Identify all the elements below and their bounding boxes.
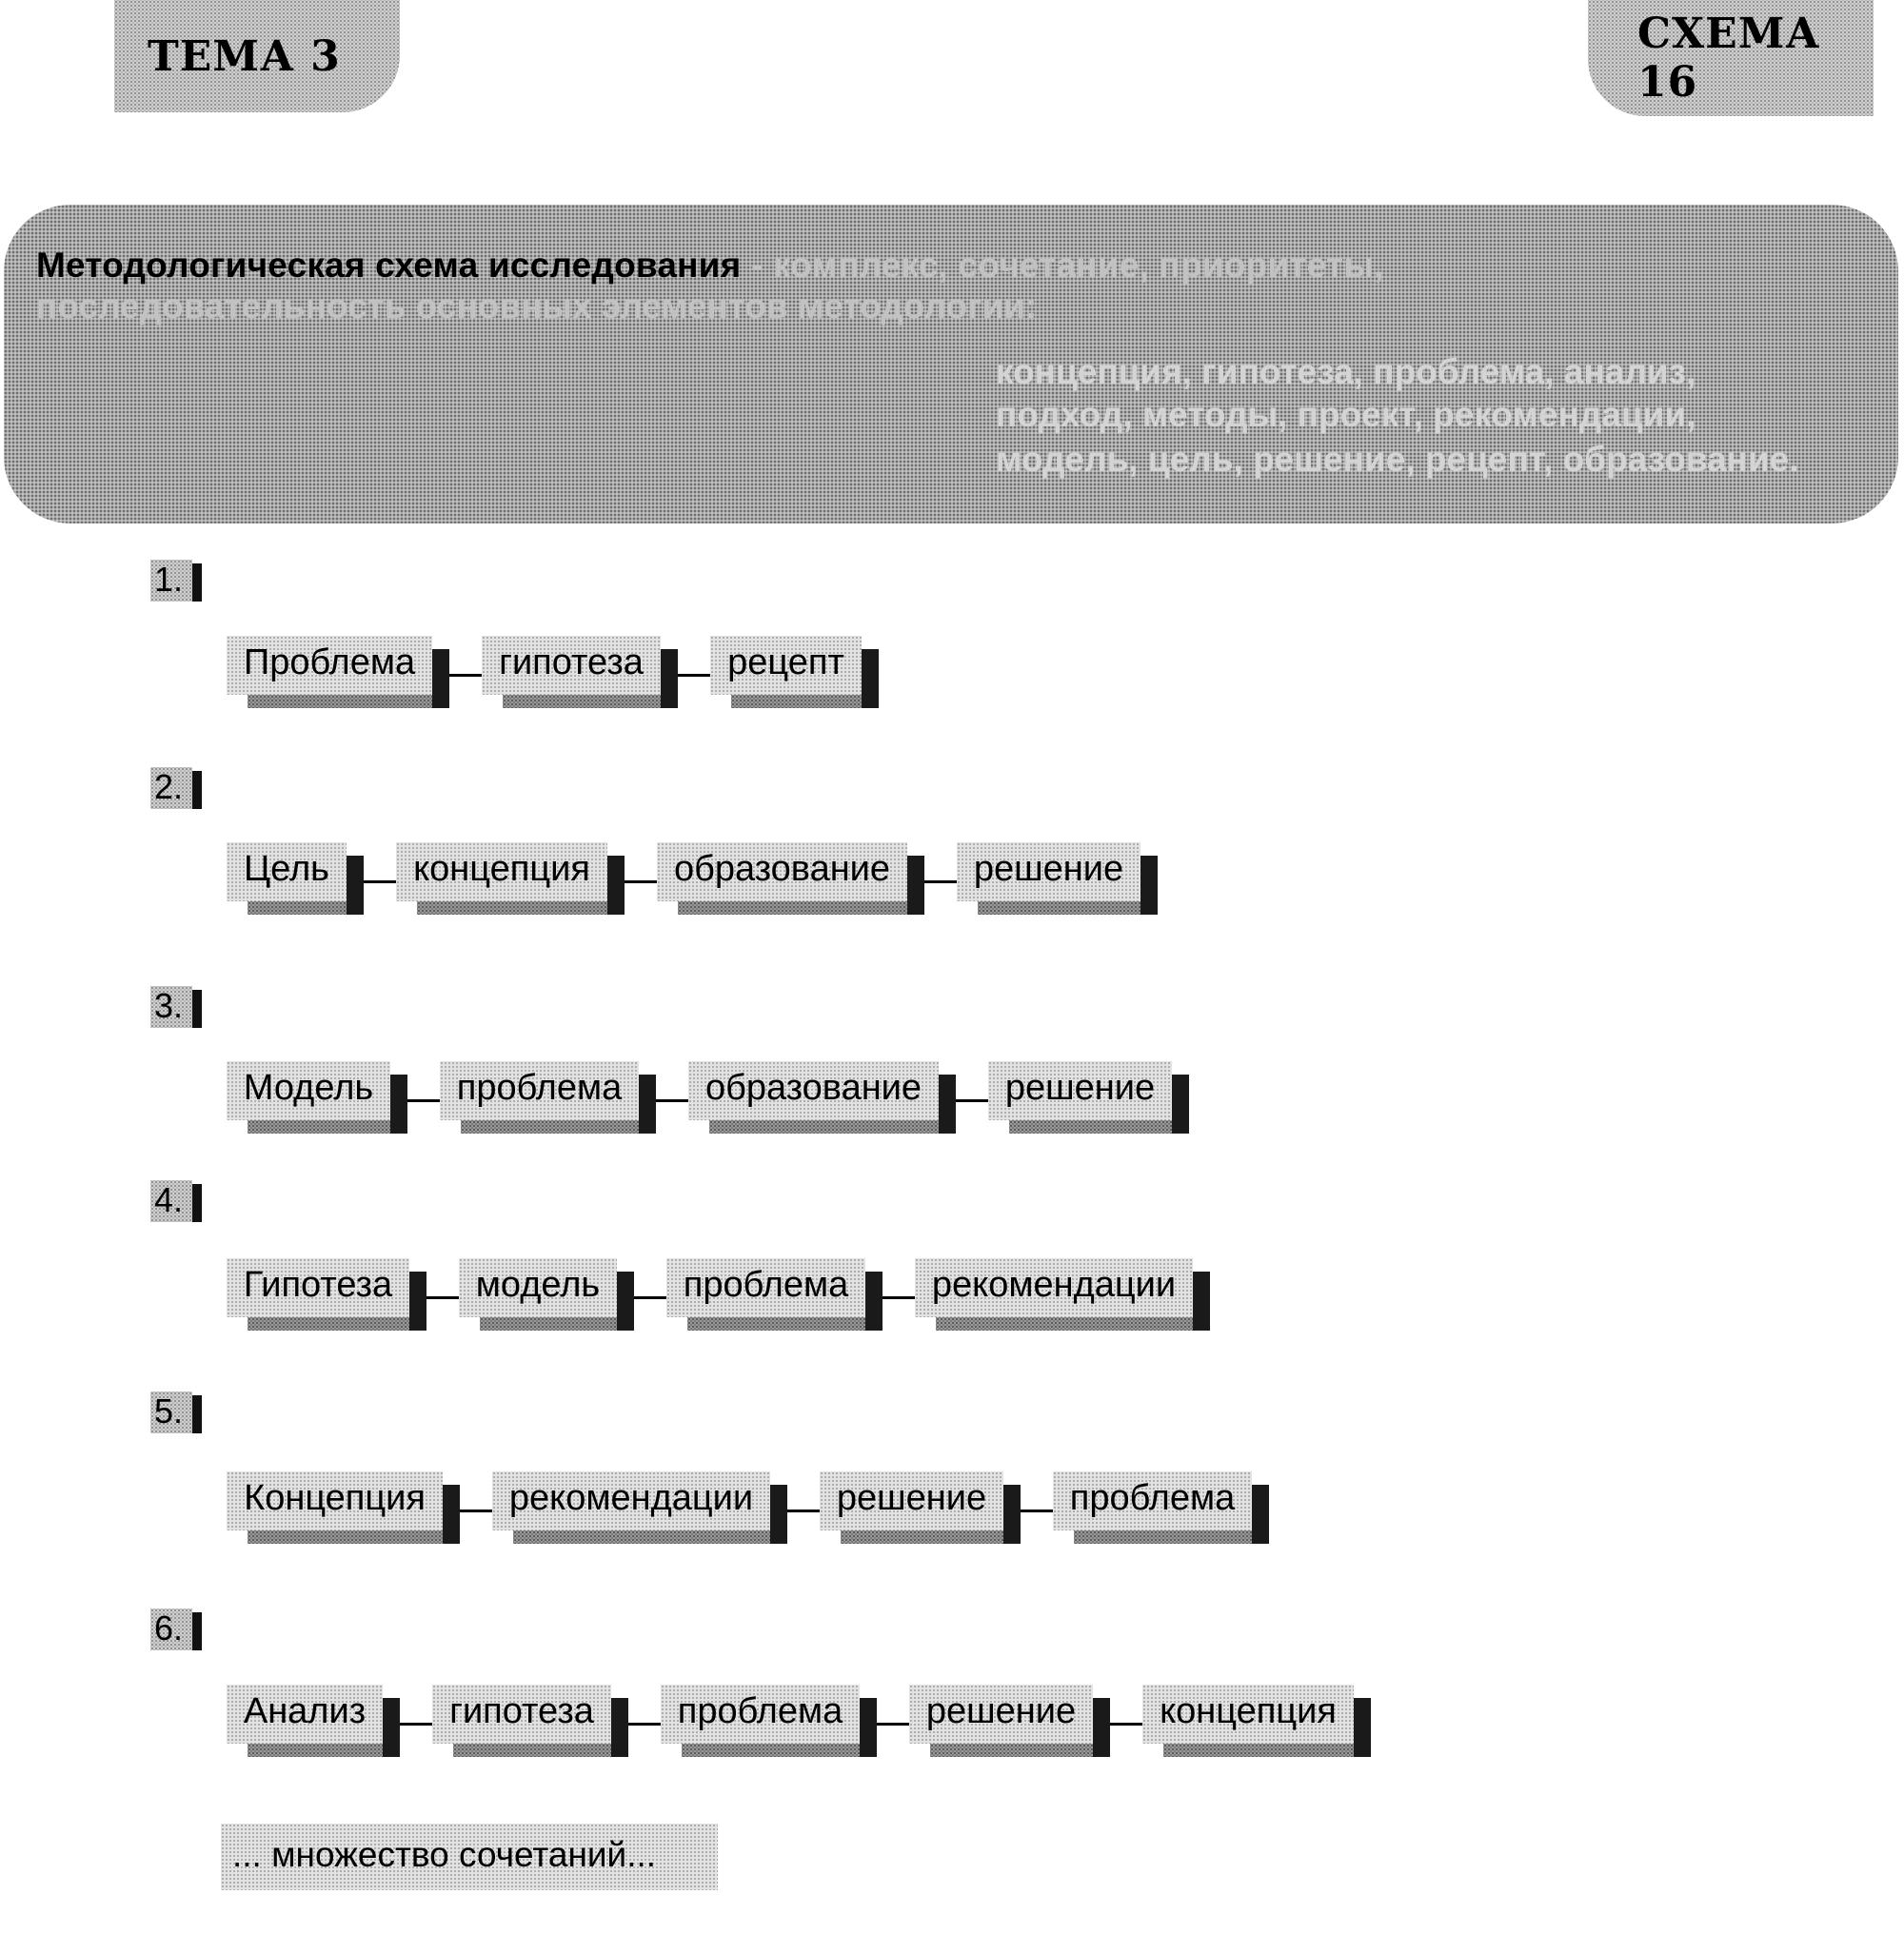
node-label: образование: [704, 1068, 922, 1108]
node-connector: [400, 1723, 432, 1726]
node-connector: [956, 1099, 988, 1102]
scheme-number-bar: [192, 1395, 202, 1433]
node-edge: [432, 649, 449, 708]
node-edge: [865, 1272, 883, 1331]
node-label: концепция: [1160, 1691, 1337, 1731]
node-connector: [787, 1510, 820, 1512]
scheme-number-label: 1.: [154, 560, 184, 599]
scheme-node: [492, 1471, 770, 1530]
node-edge: [1093, 1698, 1110, 1757]
scheme-number: [150, 1180, 202, 1222]
definition-term: Методологическая схема исследования: [36, 246, 742, 285]
scheme-number: [150, 986, 202, 1028]
definition-line-1: [36, 246, 1384, 286]
node-edge: [939, 1075, 956, 1134]
node-connector: [678, 674, 710, 677]
scheme-node: [657, 842, 907, 901]
node-connector: [883, 1296, 915, 1299]
scheme-number-bar: [192, 771, 202, 809]
scheme-node: [440, 1061, 639, 1120]
scheme-node: [688, 1061, 939, 1120]
node-edge: [1193, 1272, 1210, 1331]
scheme-number-label: 3.: [154, 986, 184, 1025]
scheme-node: [227, 842, 347, 901]
node-edge: [611, 1698, 628, 1757]
definition-line-2: последовательность основных элементов методологии:: [36, 286, 1038, 326]
node-edge: [1003, 1485, 1021, 1544]
scheme-tag: [1588, 0, 1874, 116]
elements-line-3: модель, цель, решение, рецепт, образование.: [996, 440, 1799, 479]
scheme-node: [661, 1685, 860, 1744]
topic-tag: [114, 0, 400, 112]
scheme-number: [150, 767, 202, 809]
node-connector: [407, 1099, 440, 1102]
scheme-node: [820, 1471, 1003, 1530]
node-label: рекомендации: [931, 1265, 1177, 1305]
scheme-node: [915, 1258, 1193, 1317]
node-edge: [347, 856, 364, 915]
scheme-tag-label: СХЕМА 16: [1637, 10, 1821, 107]
scheme-number-bar: [192, 1612, 202, 1650]
node-edge: [1140, 856, 1158, 915]
topic-tag-label: ТЕМА 3: [148, 31, 341, 81]
node-label: образование: [673, 849, 891, 889]
node-edge: [1354, 1698, 1371, 1757]
scheme-node: [666, 1258, 865, 1317]
node-edge: [639, 1075, 656, 1134]
scheme-node: [1053, 1471, 1252, 1530]
scheme-number-label: 6.: [154, 1608, 184, 1648]
node-connector: [426, 1296, 459, 1299]
scheme-node: [710, 636, 862, 695]
scheme-node: [909, 1685, 1093, 1744]
node-edge: [1252, 1485, 1269, 1544]
node-edge: [390, 1075, 407, 1134]
scheme-node: [227, 1685, 383, 1744]
node-label: проблема: [1069, 1478, 1236, 1518]
scheme-number-bar: [192, 563, 202, 602]
node-connector: [634, 1296, 666, 1299]
footer-note: ... множество сочетаний...: [221, 1824, 718, 1890]
node-edge: [770, 1485, 787, 1544]
node-connector: [1110, 1723, 1142, 1726]
elements-line-1: концепция, гипотеза, проблема, анализ,: [996, 352, 1696, 391]
node-label: проблема: [456, 1068, 623, 1108]
node-label: рецепт: [727, 642, 844, 682]
node-label: гипотеза: [499, 642, 644, 682]
node-label: Цель: [244, 849, 329, 889]
node-label: Проблема: [243, 642, 416, 682]
node-label: модель: [475, 1265, 601, 1305]
node-connector: [628, 1723, 661, 1726]
scheme-node: [227, 1258, 409, 1317]
scheme-node: [459, 1258, 617, 1317]
node-label: Концепция: [244, 1478, 426, 1518]
node-connector: [656, 1099, 688, 1102]
scheme-node: [227, 1471, 443, 1530]
scheme-number-label: 2.: [154, 767, 184, 806]
node-label: Гипотеза: [243, 1265, 393, 1305]
node-label: гипотеза: [449, 1691, 594, 1731]
scheme-node: [482, 636, 661, 695]
scheme-node: [227, 636, 432, 695]
node-connector: [449, 674, 482, 677]
node-edge: [907, 856, 924, 915]
node-label: решение: [1004, 1068, 1156, 1108]
node-label: рекомендации: [508, 1478, 754, 1518]
node-edge: [607, 856, 625, 915]
node-label: решение: [925, 1691, 1077, 1731]
node-connector: [364, 880, 396, 883]
node-edge: [617, 1272, 634, 1331]
node-label: Анализ: [243, 1691, 367, 1731]
node-edge: [661, 649, 678, 708]
scheme-node: [1142, 1685, 1354, 1744]
scheme-node: [432, 1685, 611, 1744]
node-label: проблема: [677, 1691, 843, 1731]
node-edge: [409, 1272, 426, 1331]
scheme-node: [396, 842, 607, 901]
node-edge: [383, 1698, 400, 1757]
scheme-number-label: 5.: [154, 1391, 184, 1431]
node-edge: [862, 649, 879, 708]
node-label: концепция: [413, 849, 590, 889]
node-label: проблема: [683, 1265, 849, 1305]
scheme-node: [227, 1061, 390, 1120]
scheme-number-label: 4.: [154, 1180, 184, 1219]
scheme-number: [150, 560, 202, 602]
node-edge: [443, 1485, 460, 1544]
node-connector: [1021, 1510, 1053, 1512]
node-label: Модель: [243, 1068, 374, 1108]
elements-line-2: подход, методы, проект, рекомендации,: [996, 395, 1696, 434]
node-connector: [877, 1723, 909, 1726]
scheme-node: [988, 1061, 1172, 1120]
node-edge: [860, 1698, 877, 1757]
node-connector: [924, 880, 957, 883]
scheme-number: [150, 1608, 202, 1650]
scheme-number: [150, 1391, 202, 1433]
scheme-number-bar: [192, 990, 202, 1028]
scheme-number-bar: [192, 1184, 202, 1222]
node-edge: [1172, 1075, 1189, 1134]
definition-text-1: - комплекс, сочетание, приоритеты,: [741, 246, 1384, 285]
node-label: решение: [836, 1478, 987, 1518]
node-connector: [625, 880, 657, 883]
node-label: решение: [973, 849, 1124, 889]
node-connector: [460, 1510, 492, 1512]
scheme-node: [957, 842, 1140, 901]
